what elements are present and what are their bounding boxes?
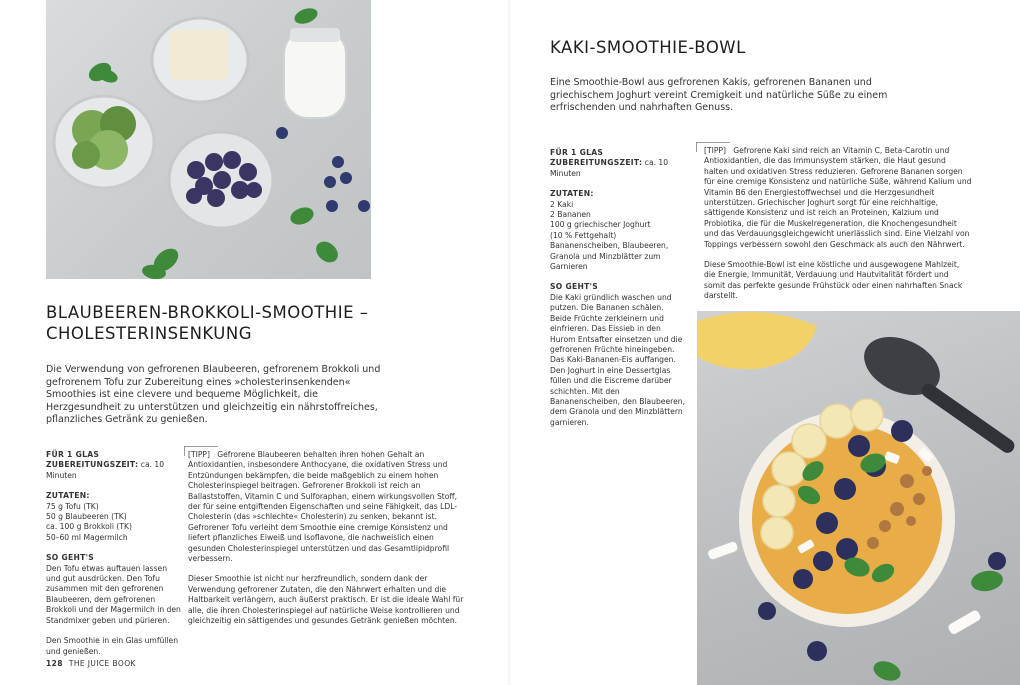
ingredient-item: Bananenscheiben, Blaubeeren, Granola und Minzblätter zum Garnieren: [550, 241, 669, 272]
ingredient-item: 50–60 ml Magermilch: [46, 532, 128, 542]
recipe-title-right: KAKI-SMOOTHIE-BOWL: [550, 38, 746, 57]
book-gutter: [508, 0, 512, 685]
method-step: Den Smoothie in ein Glas umfüllen und genießen.: [46, 636, 179, 656]
tip-text: Gefrorene Kaki sind reich an Vitamin C, Beta-Carotin und Antioxidantien, die das Immunsystem stärken, die Haut gesund halten und oxidativen Stress reduzieren. Gefrorene Bananen sorgen für eine cremige Konsistenz und natürliche Süße, während Kalium und Vitamin B6 den Energiestoffwechsel und die Herzgesundheit unterstützen. Griechischer Joghurt sorgt für eine reichhaltige, sättigende Konsistenz und ist reich an Proteinen, Kalzium und Probiotika, die für die Muskelregeneration, die Knochengesundheit und das Verdauungsgleichgewicht unerlässlich sind. Eine Vielzahl von Toppings verbessern sowohl den Geschmack als auch den Nährwert.: [704, 146, 972, 249]
recipe-intro-right: Eine Smoothie-Bowl aus gefrorenen Kakis, gefrorenen Bananen und griechischem Joghurt vereint Cremigkeit und natürliche Süße zu einem erfrischenden und nahrhaften Genuss.: [550, 77, 888, 113]
recipe-intro-left: Die Verwendung von gefrorenen Blaubeeren, gefrorenem Brokkoli und gefrorenem Tofu zur Zubereitung eines »cholesterinsenkenden« Smoothies ist eine clevere und bequeme Möglichkeit, die Herzgesundheit zu unterstützen und gleichzeitig ein nährstoffreiches, pflanzliches Getränk zu genießen.: [46, 364, 381, 425]
tip-column-right: [704, 146, 972, 302]
title-dash: –: [359, 303, 369, 322]
recipe-title-left: [46, 302, 466, 324]
prep-label: ZUBEREITUNGSZEIT:: [46, 460, 139, 470]
ingredients-photo: [46, 0, 371, 279]
servings-label: FÜR 1 GLAS: [46, 450, 100, 459]
ingredient-item: 2 Kaki: [550, 199, 574, 209]
prep-time-line: [46, 460, 183, 481]
book-title: THE JUICE BOOK: [68, 659, 136, 668]
prep-value: ca. 10 Minuten: [46, 460, 165, 480]
tip-paragraph: [704, 146, 972, 250]
ingredient-item: 100 g griechischer Joghurt: [550, 220, 651, 230]
page-number: 128: [46, 659, 63, 668]
smoothie-bowl-illustration: [697, 311, 1020, 685]
tip-label: [TIPP]: [704, 146, 726, 155]
ingredients-column-left: [46, 450, 183, 657]
tip-paragraph: Dieser Smoothie ist nicht nur herzfreundlich, sondern dank der Verwendung gefrorener Zutaten, die den Nährwert erhalten und die Haltbarkeit verlängern, auch äußerst praktisch. Er ist die ideale Wahl für alle, die ihren Cholesterinspiegel auf natürliche Weise kontrollieren und gleichzeitig ein sättigendes und gesundes Getränk genießen möchten.: [188, 574, 464, 626]
prep-time-line: [550, 158, 685, 179]
ingredient-item: 2 Bananen: [550, 210, 591, 220]
ingredient-item: 75 g Tofu (TK): [46, 501, 99, 511]
method-label: SO GEHT'S: [46, 553, 95, 563]
method-step: Den Tofu etwas auftauen lassen und gut ausdrücken. Den Tofu zusammen mit den gefrorenen Blaubeeren, dem gefrorenen Brokkoli und der Magermilch in den Standmixer geben und pürieren.: [46, 563, 181, 625]
method-step: Die Kaki gründlich waschen und putzen. Die Bananen schälen. Beide Früchte zerkleinern und einfrieren. Das Eissieb in den Hurom Entsafter einsetzen und die gefrorenen Früchte hineingeben. Das Kaki-Bananen-Eis auffangen. Den Joghurt in eine Dessertglas füllen und die Eiscreme darüber schichten. Mit den Bananenscheiben, den Blaubeeren, dem Granola und den Minzblättern garnieren.: [550, 292, 686, 427]
ingredients-label: ZUTATEN:: [46, 491, 90, 501]
smoothie-bowl-photo: [697, 311, 1020, 685]
tip-label: [TIPP]: [188, 450, 210, 459]
recipe-subtitle-left: CHOLESTERINSENKUNG: [46, 324, 253, 343]
ingredient-item: (10 % Fettgehalt): [550, 230, 617, 240]
prep-label: ZUBEREITUNGSZEIT:: [550, 158, 643, 168]
recipe-title-left-text: BLAUBEEREN-BROKKOLI-SMOOTHIE: [46, 303, 354, 322]
ingredient-item: 50 g Blaubeeren (TK): [46, 512, 127, 522]
tip-text: Gefrorene Blaubeeren behalten ihren hohen Gehalt an Antioxidantien, insbesondere Anthocyane, die oxidativen Stress und Entzündungen bekämpfen, die beide maßgeblich zu einem hohen Cholesterinspiegel beitragen. Gefrorener Brokkoli ist reich an Ballaststoffen, Vitamin C und Sulforaphan, einem wirkungsvollen Stoff, der für seine entgiftenden Eigenschaften und seine Fähigkeit, das LDL-Cholesterin (das »schlechte« Cholesterin) zu senken, bekannt ist. Gefrorener Tofu verleiht dem Smoothie eine cremige Konsistenz und liefert pflanzliches Eiweiß und Isoflavone, die nachweislich einen gesunden Cholesterinspiegel unterstützen und das Gesamtlipidprofil verbessern.: [188, 450, 458, 564]
ingredients-label: ZUTATEN:: [550, 189, 594, 199]
tip-bracket: [184, 446, 218, 456]
tip-bracket: [696, 142, 730, 152]
tip-column-left: [188, 450, 470, 627]
page-footer: [46, 659, 136, 668]
tip-paragraph: [188, 450, 470, 564]
ingredients-photo-illustration: [46, 0, 371, 279]
method-label: SO GEHT'S: [550, 282, 599, 292]
ingredients-column-right: [550, 148, 685, 428]
tip-paragraph: Diese Smoothie-Bowl ist eine köstliche und ausgewogene Mahlzeit, die Energie, Immunität, Verdauung und Hautvitalität fördert und somit das perfekte gesunde Frühstück oder einen nahrhaften Snack darstellt.: [704, 260, 963, 301]
prep-value: ca. 10 Minuten: [550, 158, 669, 178]
ingredient-item: ca. 100 g Brokkoli (TK): [46, 522, 132, 532]
servings-label: FÜR 1 GLAS: [550, 148, 604, 157]
